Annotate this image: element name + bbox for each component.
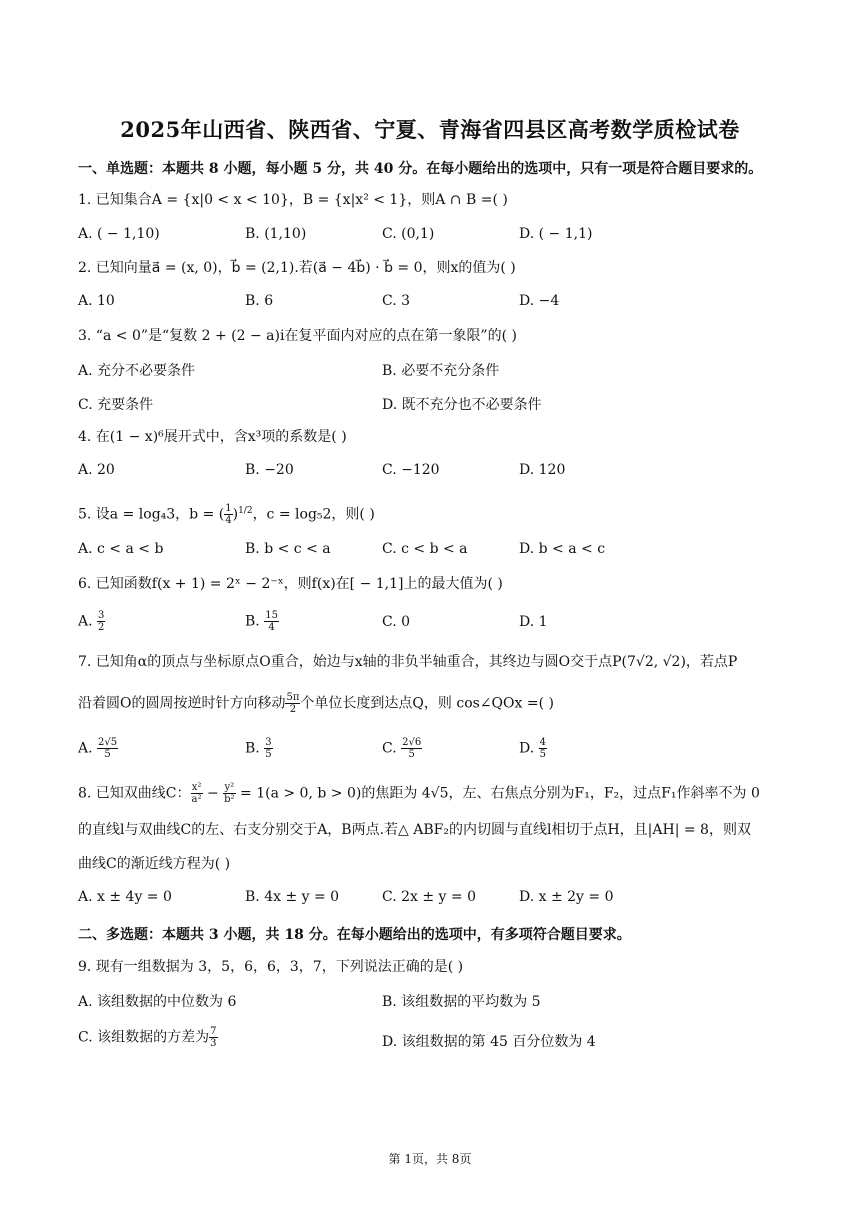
- question-4-option-b: B. −20: [245, 462, 294, 478]
- page-footer: 第 1页，共 8页: [388, 1152, 472, 1166]
- question-4-option-c: C. −120: [382, 462, 440, 478]
- question-5-option-c: C. c < b < a: [382, 541, 468, 557]
- question-1-option-d: D. ( − 1,1): [519, 226, 593, 242]
- section-single-choice: 一、单选题：本题共 8 小题，每小题 5 分，共 40 分。在每小题给出的选项中，只有一项是符合题目要求的。: [78, 161, 763, 177]
- question-5-fraction-numerator: 1: [225, 503, 232, 515]
- question-9-option-d: D. 该组数据的第 45 百分位数为 4: [382, 1034, 596, 1050]
- question-8-fraction-y: [223, 782, 235, 805]
- question-7-option-b-numerator: 3: [265, 737, 272, 748]
- question-7-option-b-fraction: [264, 737, 272, 760]
- question-6-option-a-numerator: 3: [98, 610, 105, 621]
- question-5-option-d: D. b < a < c: [519, 541, 606, 557]
- question-5-exponent: 1/2: [238, 506, 253, 516]
- question-9-option-a: A. 该组数据的中位数为 6: [78, 994, 237, 1010]
- question-6-option-b: [245, 610, 279, 633]
- section-multiple-choice: 二、多选题：本题共 3 小题，共 18 分。在每小题给出的选项中，有多项符合题目要求。: [78, 927, 631, 943]
- question-5-option-a: A. c < a < b: [78, 541, 164, 557]
- question-7-fraction-denominator: 2: [289, 704, 297, 715]
- question-7-option-c-fraction: [401, 737, 422, 760]
- question-8-fraction-y-denominator: b²: [224, 794, 235, 805]
- question-4-option-d: D. 120: [519, 462, 566, 478]
- question-7-fraction: [285, 692, 300, 715]
- question-5-stem-a: 5. 设a = log₄3，b = (: [78, 506, 225, 523]
- question-8-option-b: B. 4x ± y = 0: [245, 889, 340, 905]
- question-5-stem-b: ): [232, 506, 239, 523]
- question-5-option-b: B. b < c < a: [245, 541, 331, 557]
- question-3-option-d: D. 既不充分也不必要条件: [382, 397, 542, 413]
- question-2-option-a: A. 10: [78, 293, 115, 309]
- question-7-option-a-numerator: 2√5: [98, 737, 118, 748]
- question-3-option-b: B. 必要不充分条件: [382, 363, 500, 379]
- question-8-fraction-y-numerator: y²: [224, 782, 235, 793]
- question-9-option-c-fraction: [209, 1026, 217, 1049]
- question-6-option-b-denominator: 4: [268, 622, 275, 633]
- question-5-fraction-denominator: 4: [225, 515, 232, 527]
- question-3-option-a: A. 充分不必要条件: [78, 363, 196, 379]
- question-7-line-2a: 沿着圆O的圆周按逆时针方向移动: [78, 695, 286, 712]
- question-8-line-1b: = 1(a > 0, b > 0)的焦距为 4√5，左、右焦点分别为F₁，F₂，过点F₁作斜率不为 0: [235, 785, 760, 802]
- question-8-line-1a: 8. 已知双曲线C：: [78, 785, 191, 802]
- question-7-option-d-fraction: [539, 737, 547, 760]
- question-7-option-c-denominator: 5: [408, 749, 415, 760]
- question-1-option-c: C. (0,1): [382, 226, 435, 242]
- question-6-option-b-fraction: [264, 610, 279, 633]
- question-7-line-2b: 个单位长度到达点Q，则 cos∠QOx =( ): [300, 695, 554, 712]
- question-7-option-d-label: D.: [519, 740, 535, 757]
- question-1-option-a: A. ( − 1,10): [78, 226, 160, 242]
- question-5-stem-c: ，c = log₅2，则( ): [252, 506, 375, 523]
- question-9-option-b: B. 该组数据的平均数为 5: [382, 994, 541, 1010]
- question-6-option-a-fraction: [97, 610, 105, 633]
- question-7-option-a: [78, 737, 118, 760]
- question-7-option-a-fraction: [97, 737, 118, 760]
- question-6-option-a-denominator: 2: [98, 622, 105, 633]
- question-3-option-c: C. 充要条件: [78, 397, 154, 413]
- question-4-stem: 4. 在(1 − x)⁶展开式中，含x³项的系数是( ): [78, 429, 347, 445]
- question-8-fraction-x-denominator: a²: [191, 794, 202, 805]
- question-8-minus: −: [202, 785, 224, 802]
- question-7-option-c-label: C.: [382, 740, 397, 757]
- question-7-option-d: [519, 737, 547, 760]
- question-9-option-c: [78, 1026, 218, 1049]
- question-7-line-1: 7. 已知角α的顶点与坐标原点O重合，始边与x轴的非负半轴重合，其终边与圆O交于点P(7√2, √2)，若点P: [78, 654, 738, 670]
- question-7-option-d-numerator: 4: [539, 737, 547, 748]
- question-8-fraction-x: [191, 782, 203, 805]
- question-7-option-c-numerator: 2√6: [402, 737, 422, 748]
- question-7-option-b: [245, 737, 273, 760]
- question-8-option-d: D. x ± 2y = 0: [519, 889, 614, 905]
- question-5-stem: [78, 501, 375, 526]
- question-1-stem: 1. 已知集合A = {x|0 < x < 10}，B = {x|x² < 1}，则A ∩ B =( ): [78, 192, 508, 208]
- question-9-option-c-text: C. 该组数据的方差为: [78, 1029, 210, 1046]
- question-7-fraction-numerator: 5π: [286, 692, 300, 703]
- question-8-line-1: [78, 782, 760, 805]
- question-7-option-a-denominator: 5: [104, 749, 111, 760]
- question-7-option-b-label: B.: [245, 740, 260, 757]
- question-8-line-2: 的直线l与双曲线C的左、右支分别交于A，B两点.若△ ABF₂的内切圆与直线l相切于点H，且|AH| = 8，则双: [78, 822, 751, 838]
- question-5-fraction: [224, 503, 232, 526]
- question-8-option-a: A. x ± 4y = 0: [78, 889, 172, 905]
- question-6-option-b-numerator: 15: [265, 610, 278, 621]
- question-2-option-c: C. 3: [382, 293, 411, 309]
- question-6-option-b-label: B.: [245, 613, 260, 630]
- question-4-option-a: A. 20: [78, 462, 115, 478]
- question-8-line-3: 曲线C的渐近线方程为( ): [78, 856, 231, 872]
- question-7-option-a-label: A.: [78, 740, 93, 757]
- question-8-fraction-x-numerator: x²: [191, 782, 202, 793]
- question-2-option-b: B. 6: [245, 293, 274, 309]
- question-6-stem: 6. 已知函数f(x + 1) = 2ˣ − 2⁻ˣ，则f(x)在[ − 1,1]上的最大值为( ): [78, 576, 503, 592]
- question-2-option-d: D. −4: [519, 293, 560, 309]
- question-7-option-b-denominator: 5: [265, 749, 272, 760]
- question-3-stem: 3. “a < 0”是“复数 2 + (2 − a)i在复平面内对应的点在第一象限”的( ): [78, 328, 517, 344]
- question-9-option-c-numerator: 7: [210, 1026, 217, 1037]
- question-7-option-d-denominator: 5: [539, 749, 547, 760]
- question-6-option-c: C. 0: [382, 614, 411, 630]
- question-8-option-c: C. 2x ± y = 0: [382, 889, 476, 905]
- question-1-option-b: B. (1,10): [245, 226, 307, 242]
- question-7-option-c: [382, 737, 422, 760]
- question-9-stem: 9. 现有一组数据为 3，5，6，6，3，7，下列说法正确的是( ): [78, 959, 464, 975]
- question-6-option-a: [78, 610, 105, 633]
- question-9-option-c-denominator: 3: [210, 1038, 217, 1049]
- question-6-option-d: D. 1: [519, 614, 548, 630]
- question-2-stem: 2. 已知向量a⃗ = (x, 0)，b⃗ = (2,1).若(a⃗ − 4b⃗) · b⃗ = 0，则x的值为( ): [78, 260, 516, 276]
- page-title: 2025年山西省、陕西省、宁夏、青海省四县区高考数学质检试卷: [120, 117, 740, 142]
- question-7-line-2: [78, 692, 554, 715]
- question-6-option-a-label: A.: [78, 613, 93, 630]
